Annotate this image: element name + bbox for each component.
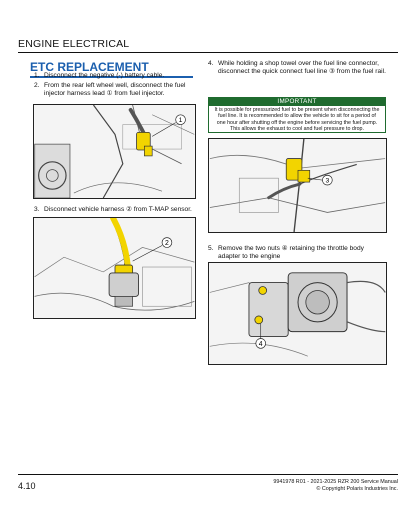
fuel-injector-illustration	[34, 105, 195, 198]
callout-2: 2	[165, 239, 169, 247]
step-text: Remove the two nuts ④ retaining the throttle body adapter to the engine	[218, 245, 364, 261]
footer-copyright-line: © Copyright Polaris Industries Inc.	[316, 485, 398, 492]
figure-fuel-line	[208, 138, 387, 233]
callout-1: 1	[178, 117, 183, 125]
page-header: ENGINE ELECTRICAL	[18, 38, 130, 50]
footer-manual-line: 9941978 R01 - 2021-2025 RZR 200 Service Manual	[273, 479, 398, 485]
callout-4: 4	[258, 340, 263, 348]
header-divider	[18, 52, 398, 53]
step-4	[208, 60, 388, 77]
important-body: It is possible for pressurized fuel to be present when disconnecting the fuel line. It is recommended to allow the vehicle to sit for a period of one hour after shutting off the engine before servicing the fuel pump. This allows the exhaust to cool and fuel pressure to drop.	[214, 107, 380, 133]
step-text: While holding a shop towel over the fuel line connector, disconnect the quick connect fuel line ③ from the fuel rail.	[218, 60, 386, 76]
figure-throttle-body	[208, 262, 387, 365]
page-number: 4.10	[18, 481, 36, 491]
important-notice	[208, 97, 386, 133]
step-text: Disconnect the negative (-) battery cable.	[44, 72, 165, 79]
footer-info	[273, 479, 398, 492]
footer-divider	[18, 474, 398, 475]
figure-tmap-sensor	[33, 217, 196, 319]
figure-fuel-injector	[33, 104, 196, 199]
step-number: 2.	[34, 82, 40, 89]
step-number: 3.	[34, 206, 40, 213]
step-3	[34, 206, 194, 214]
section-title: ETC REPLACEMENT	[30, 60, 149, 74]
step-number: 5.	[208, 245, 214, 252]
tmap-sensor-illustration	[34, 218, 195, 318]
step-2	[34, 82, 194, 99]
step-number: 1.	[34, 72, 40, 79]
throttle-body-illustration	[209, 263, 386, 364]
step-5	[208, 245, 388, 262]
callout-3: 3	[325, 177, 330, 185]
step-text: From the rear left wheel well, disconnect the fuel injector harness lead ① from fuel injector.	[44, 82, 186, 98]
step-number: 4.	[208, 60, 214, 67]
important-heading: IMPORTANT	[209, 98, 385, 106]
fuel-line-illustration	[209, 139, 386, 232]
step-text: Disconnect vehicle harness ② from T-MAP sensor.	[44, 206, 192, 213]
step-1	[34, 72, 194, 80]
